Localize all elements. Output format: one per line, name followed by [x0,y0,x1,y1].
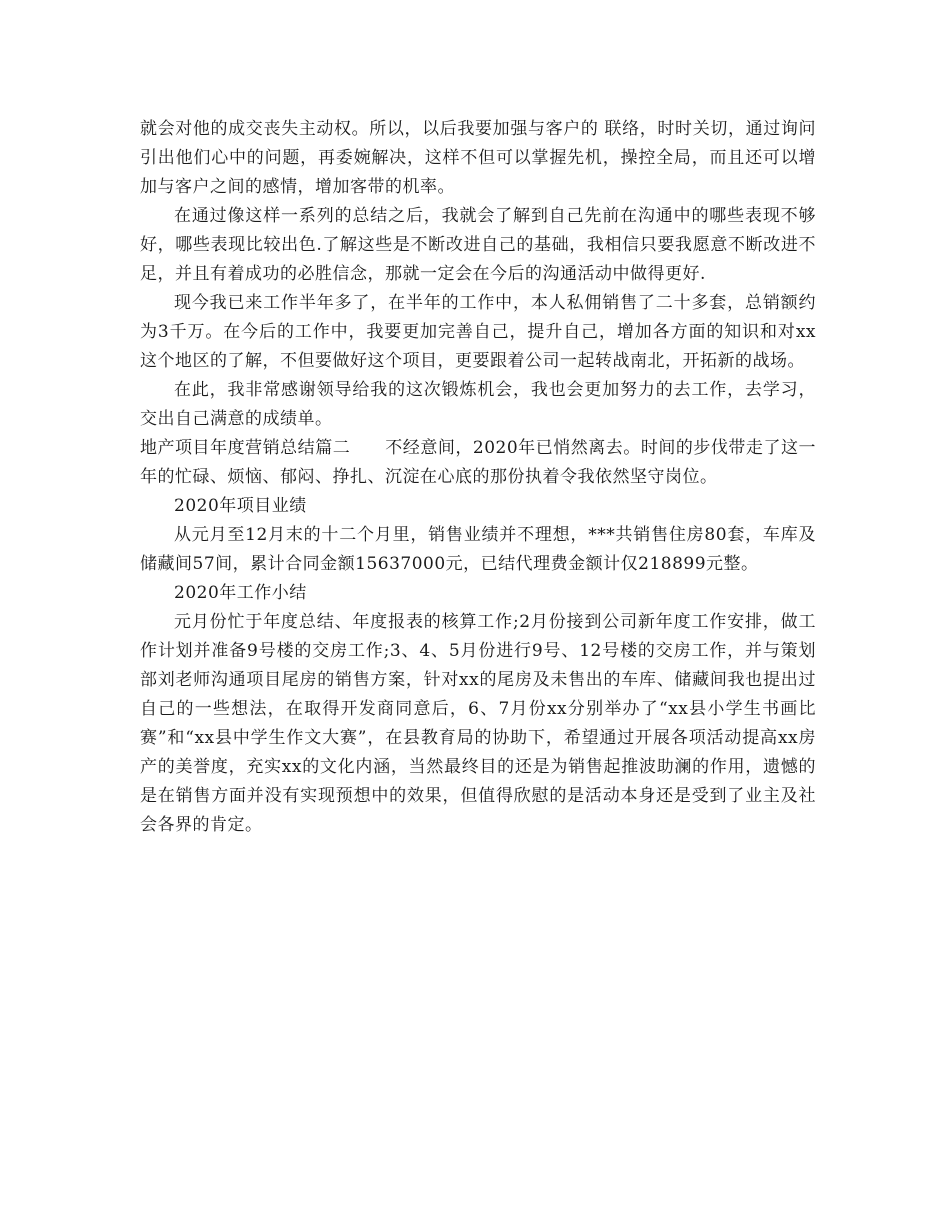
paragraph-continuation: 就会对他的成交丧失主动权。所以，以后我要加强与客户的 联络，时时关切，通过询问引出他们心中的问题，再委婉解决，这样不但可以掌握先机，操控全局，而且还可以增加与客户之间的感情，增加客带的机率。 [140,119,816,197]
paragraph-thanks: 在此，我非常感谢领导给我的这次锻炼机会，我也会更加努力的去工作，去学习，交出自己满意的成绩单。 [140,380,816,429]
paragraph-half-year-work: 现今我已来工作半年多了，在半年的工作中，本人私佣销售了二十多套，总销额约为3千万。在今后的工作中，我要更加完善自己，提升自己，增加各方面的知识和对xx这个地区的了解，不但要做好这个项目，更要跟着公司一起转战南北，开拓新的战场。 [140,293,816,371]
paragraph-summary-reflection: 在通过像这样一系列的总结之后，我就会了解到自己先前在沟通中的哪些表现不够好，哪些表现比较出色.了解这些是不断改进自己的基础，我相信只要我愿意不断改进不足，并且有着成功的必胜信念，那就一定会在今后的沟通活动中做得更好. [140,206,816,284]
heading-work-summary: 2020年工作小结 [174,583,307,603]
paragraph-work-details: 元月份忙于年度总结、年度报表的核算工作;2月份接到公司新年度工作安排，做工作计划并准备9号楼的交房工作;3、4、5月份进行9号、12号楼的交房工作，并与策划部刘老师沟通项目尾房的销售方案，针对xx的尾房及未售出的车库、储藏间我也提出过自己的一些想法，在取得开发商同意后，6、7月份xx分别举办了“xx县小学生书画比赛”和“xx县中学生作文大赛”，在县教育局的协助下，希望通过开展各项活动提高xx房产的美誉度，充实xx的文化内涵，当然最终目的还是为销售起推波助澜的作用，遗憾的是在销售方面并没有实现预想中的效果，但值得欣慰的是活动本身还是受到了业主及社会各界的肯定。 [140,612,816,835]
document-body [140,115,816,840]
paragraph-sales-performance: 从元月至12月末的十二个月里，销售业绩并不理想，***共销售住房80套，车库及储藏间57间，累计合同金额15637000元，已结代理费金额计仅218899元整。 [140,525,816,574]
section-title-part-two: 地产项目年度营销总结篇二 不经意间，2020年已悄然离去。时间的步伐带走了这一年的忙碌、烦恼、郁闷、挣扎、沉淀在心底的那份执着令我依然坚守岗位。 [140,438,816,487]
heading-project-performance: 2020年项目业绩 [174,496,307,516]
